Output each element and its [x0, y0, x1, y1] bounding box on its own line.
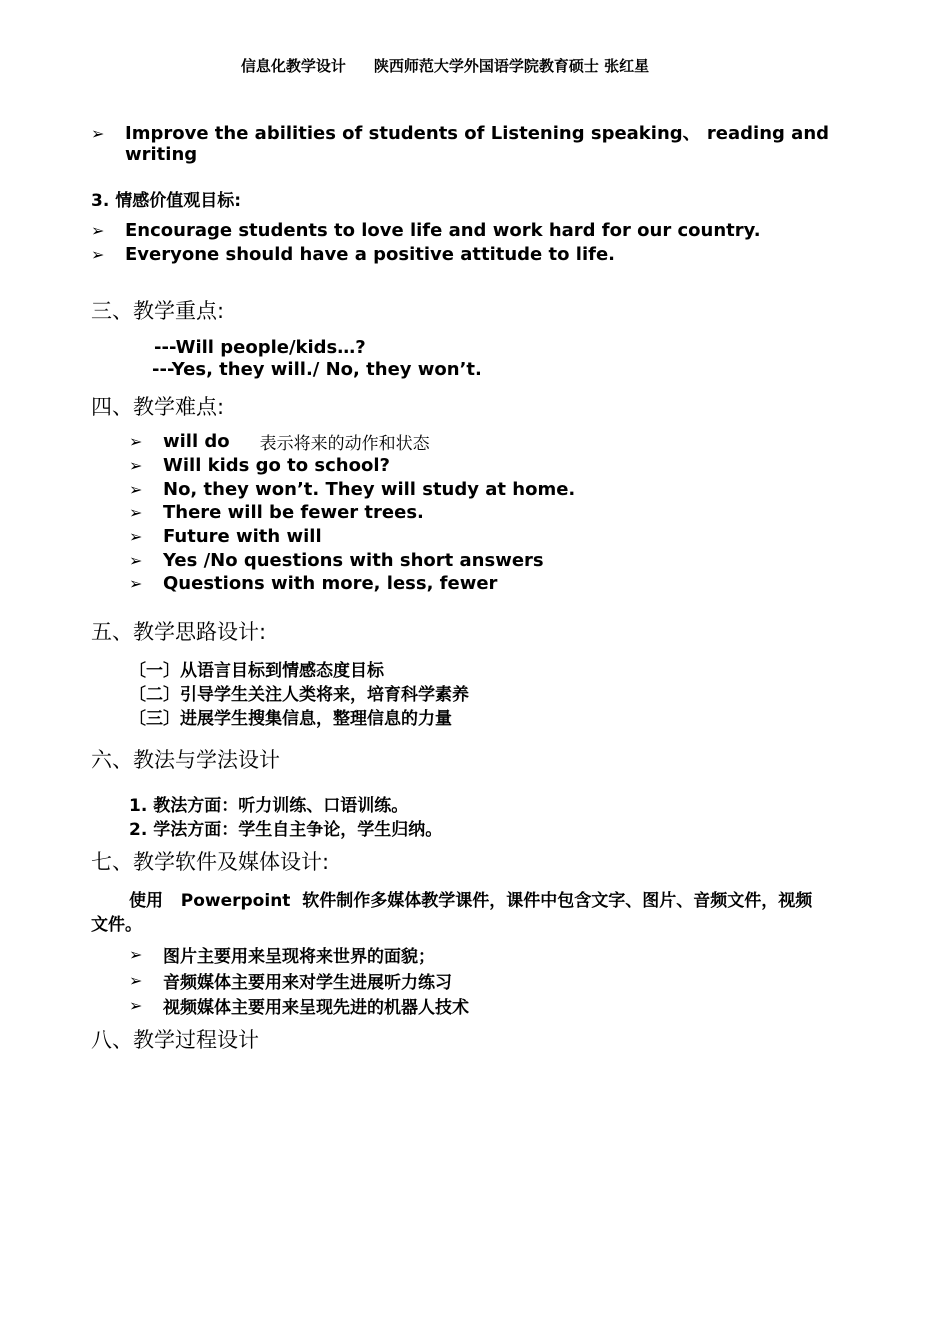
- arrowhead-bullet-icon: ➢: [129, 550, 143, 570]
- key-point-line-1: ---Will people/kids…?: [154, 337, 366, 358]
- arrowhead-bullet-icon: ➢: [129, 503, 143, 523]
- media-list: [129, 942, 469, 1019]
- design-idea-title: 五、教学思路设计:: [91, 620, 267, 644]
- header-left: 信息化教学设计: [240, 57, 346, 75]
- arrowhead-bullet-icon: ➢: [91, 245, 105, 265]
- methods-title: 六、教法与学法设计: [91, 748, 280, 772]
- difficulties-title: 四、教学难点:: [91, 395, 225, 419]
- page-header: [0, 55, 890, 76]
- list-item: ➢ Yes /No questions with short answers: [129, 549, 544, 571]
- media-title: 七、教学软件及媒体设计:: [91, 850, 330, 874]
- skill-goal-text: Improve the abilities of students of Listening speaking、 reading and writing: [125, 123, 830, 165]
- arrowhead-bullet-icon: ➢: [129, 996, 143, 1016]
- list-item: ➢ No, they won’t. They will study at home.: [129, 478, 576, 500]
- list-item: ➢ 视频媒体主要用来呈现先进的机器人技术: [129, 996, 469, 1019]
- design-idea-item-2: 〔二〕引导学生关注人类将来，培育科学素养: [129, 685, 469, 705]
- arrowhead-bullet-icon: ➢: [129, 527, 143, 547]
- list-item: ➢ Everyone should have a positive attitude to life.: [91, 244, 615, 266]
- arrowhead-bullet-icon: ➢: [129, 574, 143, 594]
- list-item: ➢ will do 表示将来的动作和状态: [129, 431, 430, 455]
- list-item: ➢ Future with will: [129, 526, 322, 548]
- key-point-line-2: ---Yes, they will./ No, they won’t.: [152, 359, 482, 380]
- process-title: 八、教学过程设计: [91, 1028, 259, 1052]
- skill-goal-item: [91, 123, 851, 165]
- key-points-title: 三、教学重点:: [91, 299, 225, 323]
- list-item: ➢ Will kids go to school?: [129, 455, 390, 477]
- media-paragraph-line-1: 使用 Powerpoint 软件制作多媒体教学课件，课件中包含文字、图片、音频文件，视频: [129, 891, 813, 911]
- emotion-list: [91, 219, 761, 266]
- arrowhead-bullet-icon: ➢: [129, 479, 143, 499]
- methods-item-2: 2. 学法方面：学生自主争论，学生归纳。: [129, 820, 443, 840]
- arrowhead-bullet-icon: ➢: [129, 945, 143, 965]
- arrowhead-bullet-icon: ➢: [129, 456, 143, 476]
- list-item: ➢ 音频媒体主要用来对学生进展听力练习: [129, 970, 452, 993]
- header-right: 陕西师范大学外国语学院教育硕士 张红星: [373, 57, 650, 75]
- difficulties-list: [129, 430, 575, 596]
- arrowhead-bullet-icon: ➢: [91, 124, 105, 143]
- media-paragraph-line-2: 文件。: [91, 915, 142, 935]
- list-item: ➢ There will be fewer trees.: [129, 502, 424, 524]
- design-idea-item-3: 〔三〕进展学生搜集信息，整理信息的力量: [129, 709, 452, 729]
- list-item: ➢ 图片主要用来呈现将来世界的面貌；: [129, 945, 435, 968]
- arrowhead-bullet-icon: ➢: [129, 432, 143, 452]
- list-item: ➢ Questions with more, less, fewer: [129, 573, 498, 595]
- arrowhead-bullet-icon: ➢: [91, 221, 105, 241]
- design-idea-item-1: 〔一〕从语言目标到情感态度目标: [129, 661, 384, 681]
- arrowhead-bullet-icon: ➢: [129, 970, 143, 990]
- methods-item-1: 1. 教法方面：听力训练、口语训练。: [129, 796, 409, 816]
- list-item: ➢ Encourage students to love life and work hard for our country.: [91, 220, 761, 242]
- emotion-title: 3. 情感价值观目标:: [91, 191, 242, 211]
